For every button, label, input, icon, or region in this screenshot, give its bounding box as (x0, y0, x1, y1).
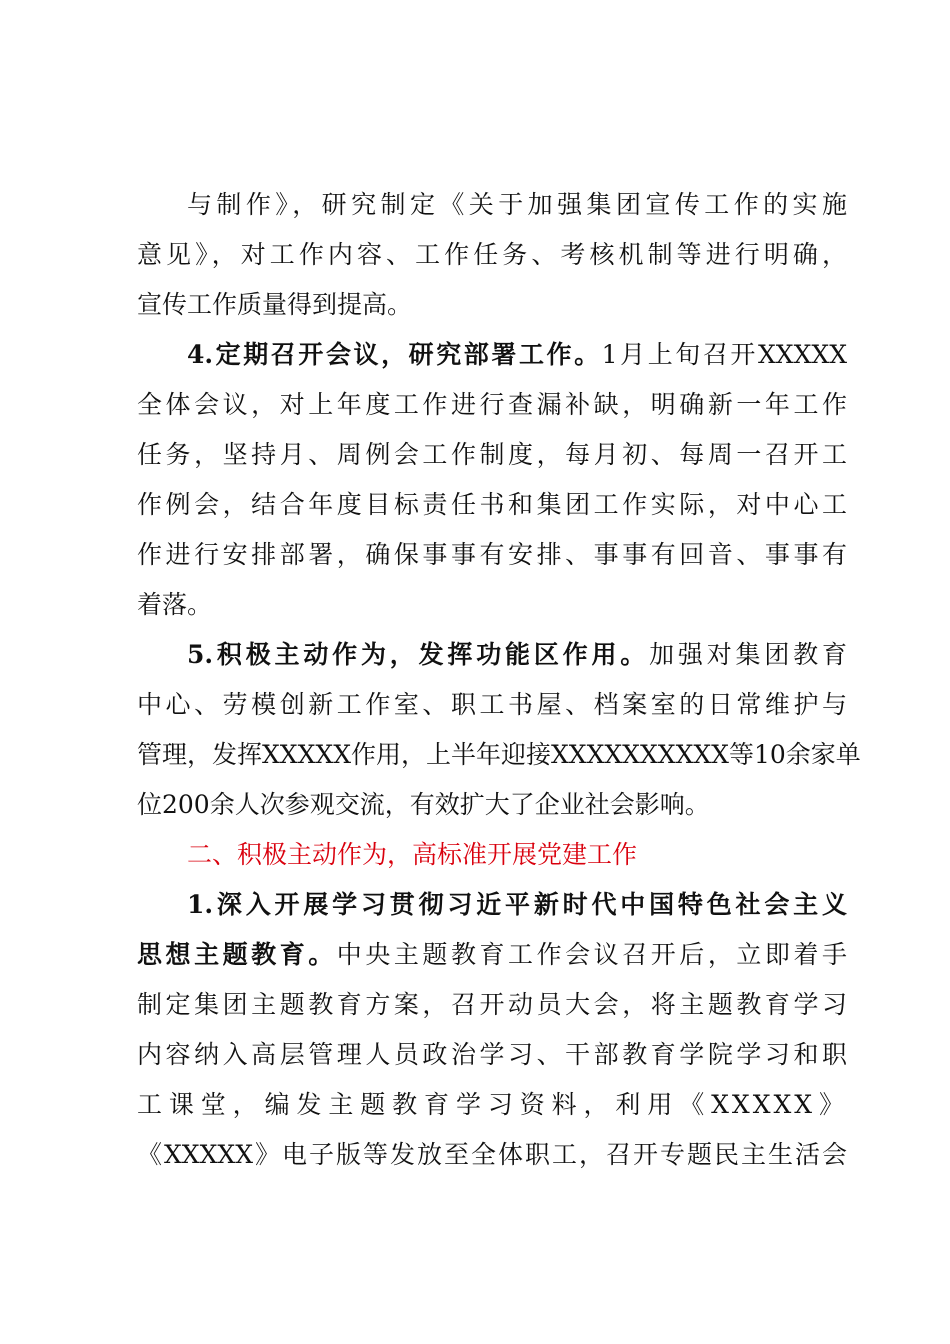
body-text: 加强对集团教育 (649, 640, 847, 669)
paragraph-4-first-line (137, 330, 847, 380)
body-line: 内容纳入高层管理人员政治学习、干部教育学院学习和职 (137, 1040, 847, 1069)
body-text: 中央主题教育工作会议召开后，立即着手 (336, 940, 847, 969)
body-line: 作进行安排部署，确保事事有安排、事事有回音、事事有 (137, 540, 847, 569)
body-line: 管理，发挥XXXXX作用，上半年迎接XXXXXXXXXX等10余家单 (137, 740, 861, 769)
body-line: 工课堂，编发主题教育学习资料，利用《XXXXX》 (137, 1090, 847, 1119)
body-line: 着落。 (137, 590, 213, 619)
document-page (137, 180, 861, 1180)
body-line: 制定集团主题教育方案，召开动员大会，将主题教育学习 (137, 990, 847, 1019)
paragraph-4-heading: 4.定期召开会议，研究部署工作。 (187, 340, 602, 369)
body-line: 宣传工作质量得到提高。 (137, 290, 413, 319)
paragraph-5-heading: 5.积极主动作为，发挥功能区作用。 (187, 640, 650, 669)
body-line: 位200余人次参观交流，有效扩大了企业社会影响。 (137, 790, 710, 819)
body-line: 全体会议，对上年度工作进行查漏补缺，明确新一年工作 (137, 390, 847, 419)
body-text: 1月上旬召开XXXXX (601, 340, 847, 369)
section-paragraph-1-heading-end: 思想主题教育。 (137, 940, 337, 969)
paragraph-5-first-line (137, 630, 847, 680)
body-line: 任务，坚持月、周例会工作制度，每月初、每周一召开工 (137, 440, 847, 469)
body-line: 意见》，对工作内容、工作任务、考核机制等进行明确， (137, 240, 847, 269)
body-line: 与制作》，研究制定《关于加强集团宣传工作的实施 (187, 190, 847, 219)
section-paragraph-1-line (137, 930, 847, 980)
section-paragraph-1-heading: 1.深入开展学习贯彻习近平新时代中国特色社会主义 (187, 890, 847, 919)
body-line: 中心、劳模创新工作室、职工书屋、档案室的日常维护与 (137, 690, 847, 719)
section-heading: 二、积极主动作为，高标准开展党建工作 (187, 840, 638, 869)
body-line: 《XXXXX》电子版等发放至全体职工，召开专题民主生活会 (137, 1140, 847, 1169)
body-line: 作例会，结合年度目标责任书和集团工作实际，对中心工 (137, 490, 847, 519)
